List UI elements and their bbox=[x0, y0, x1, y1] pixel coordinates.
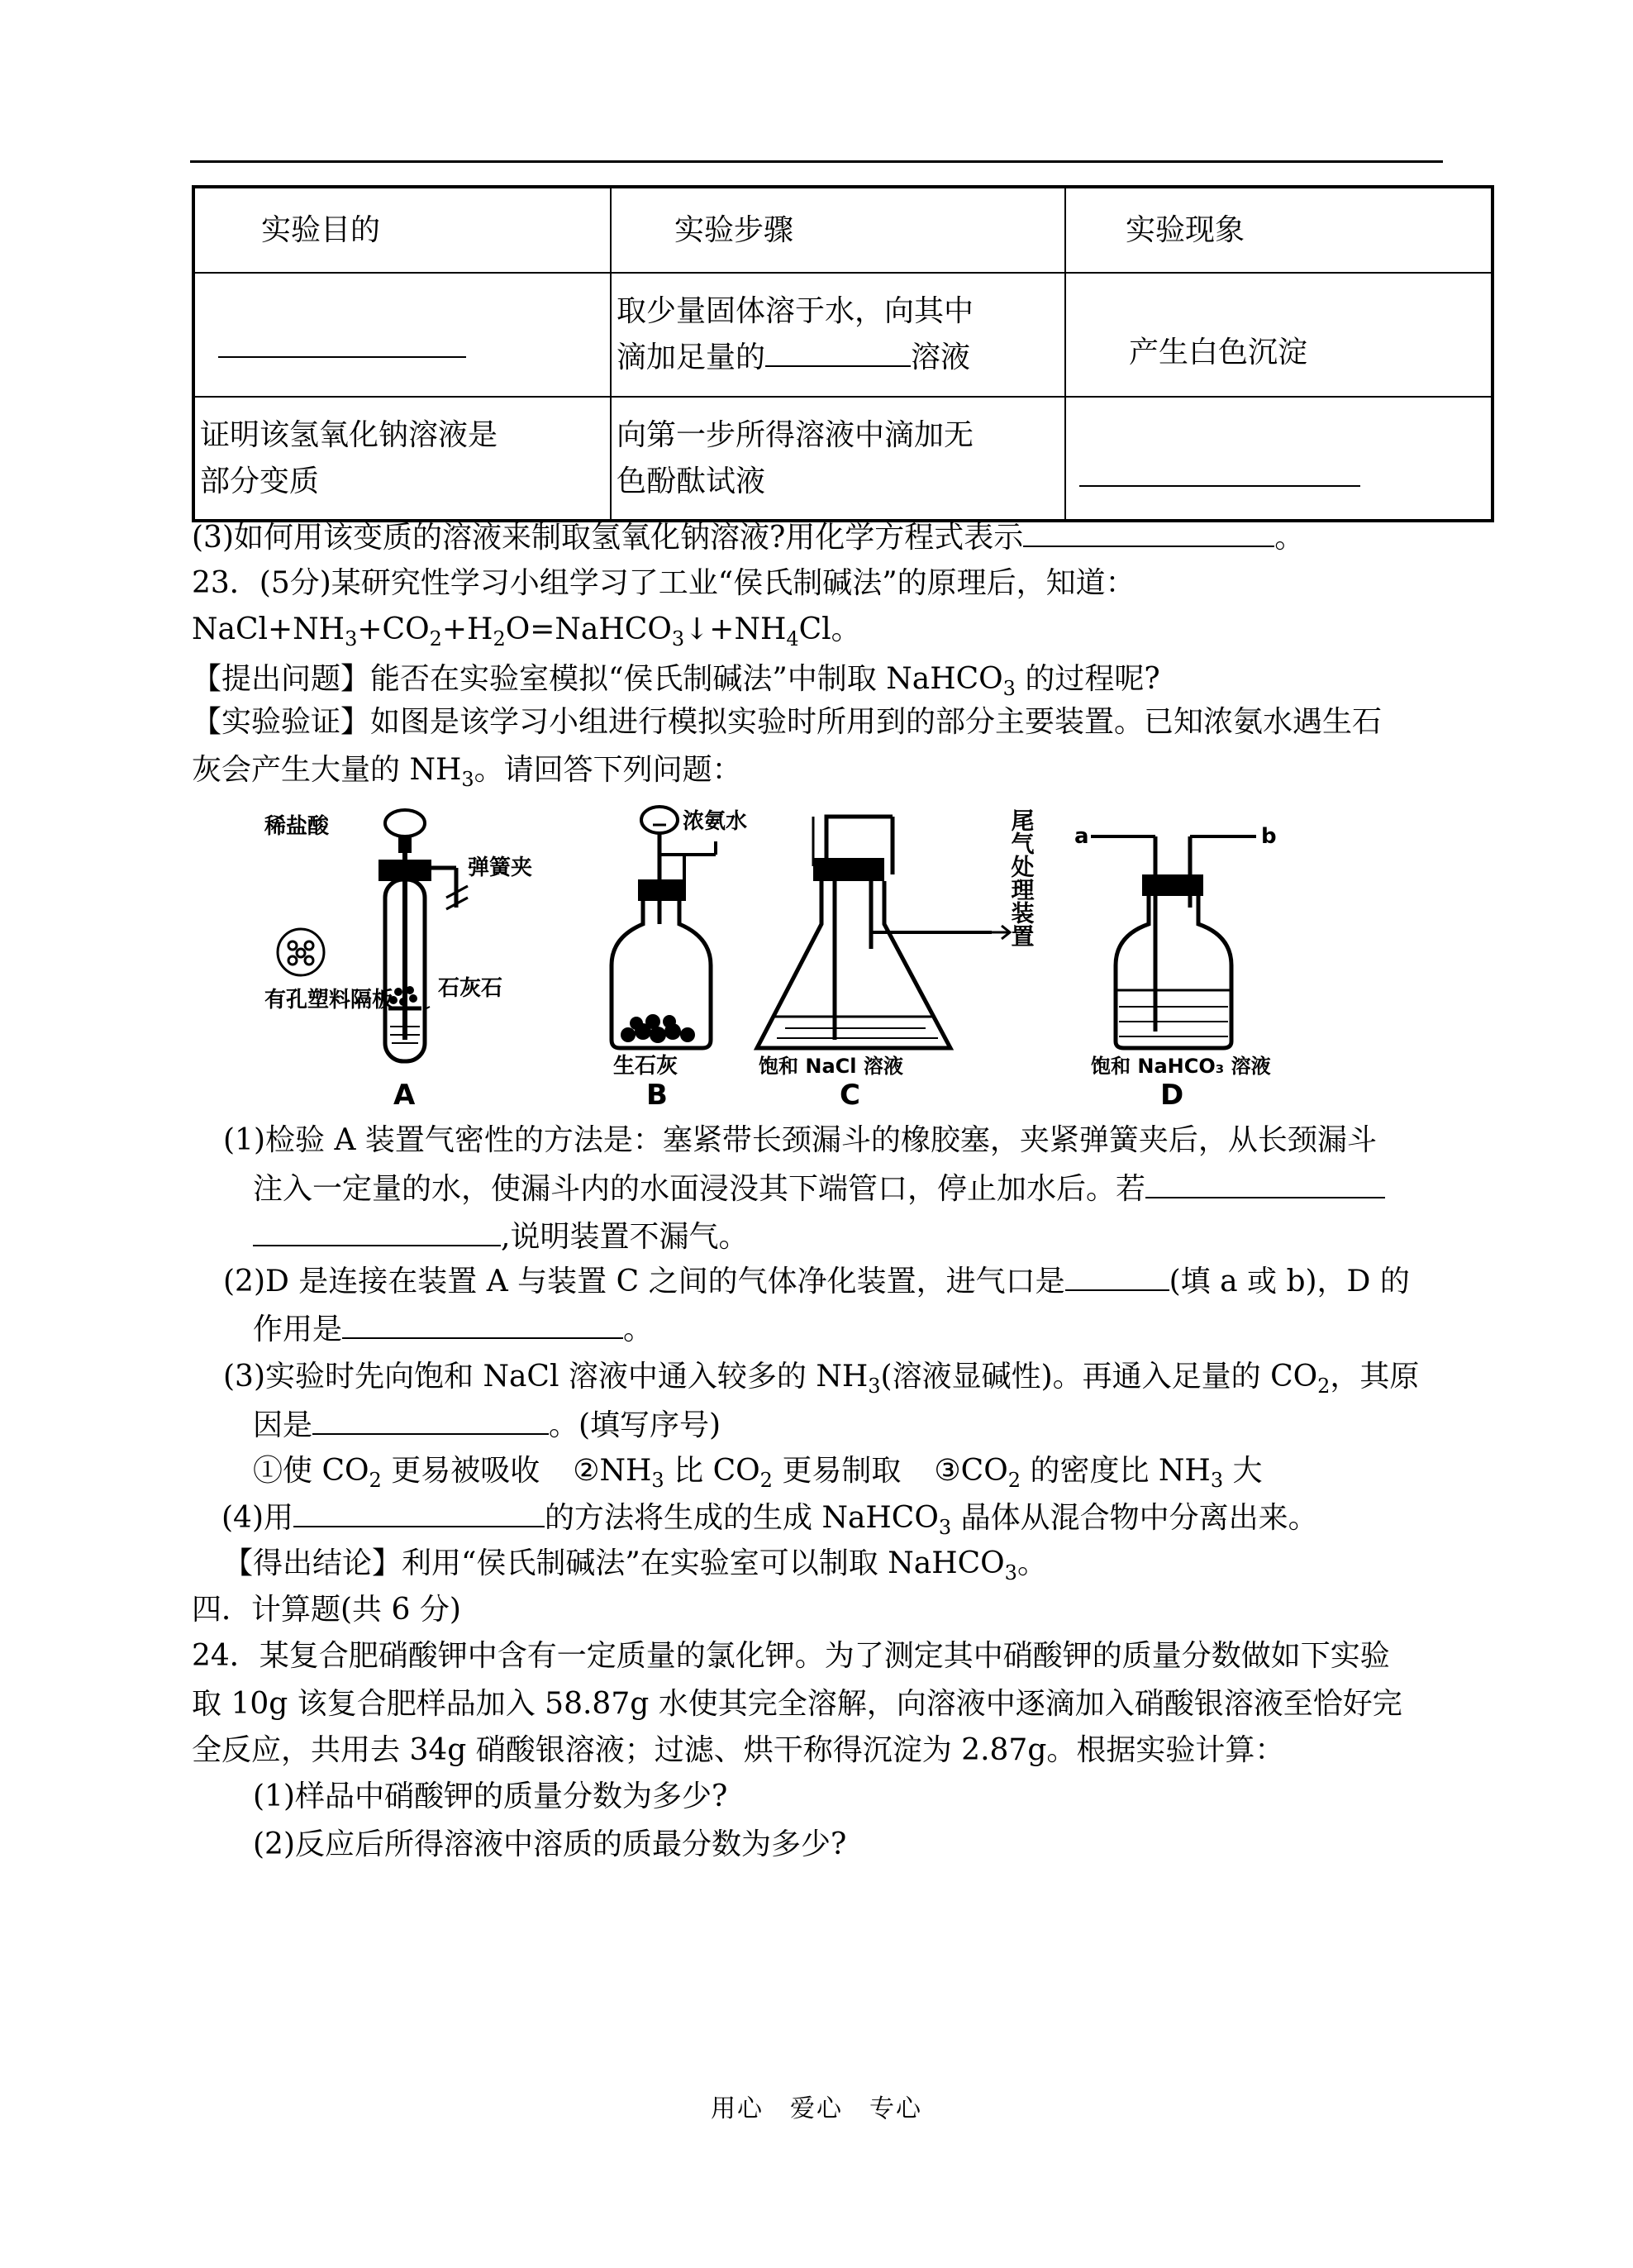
q24-sub-1: (1)样品中硝酸钾的质量分数为多少? bbox=[253, 1780, 728, 1813]
answer-blank[interactable] bbox=[765, 337, 911, 367]
q24-sub-2: (2)反应后所得溶液中溶质的质最分数为多少? bbox=[253, 1827, 847, 1861]
q23-part1-c: ,说明装置不漏气。 bbox=[253, 1217, 748, 1257]
q23-intro: 23．(5分)某研究性学习小组学习了工业“侯氏制碱法”的原理后，知道： bbox=[192, 566, 1135, 600]
step-text: 取少量固体溶于水，向其中 bbox=[617, 294, 974, 328]
label-apparatus-a: A bbox=[393, 1079, 416, 1112]
q24-line-1: 24．某复合肥硝酸钾中含有一定质量的氯化钾。为了测定其中硝酸钾的质量分数做如下实验 bbox=[192, 1639, 1390, 1673]
q23-conclusion: 【得出结论】利用“侯氏制碱法”在实验室可以制取 NaHCO$_3$。 bbox=[223, 1546, 1047, 1584]
step-text-2: 滴加足量的 溶液 bbox=[617, 335, 1059, 381]
table-header-row bbox=[193, 187, 1493, 273]
table-cell-step bbox=[611, 273, 1065, 397]
q23-part3-a: (3)实验时先向饱和 NaCl 溶液中通入较多的 $NH_3$(溶液显碱性)。再通入足量的 $CO_2$，其原 bbox=[223, 1360, 1420, 1398]
answer-blank[interactable] bbox=[1079, 457, 1360, 487]
q23-verify-1: 【实验验证】如图是该学习小组进行模拟实验时所用到的部分主要装置。已知浓氨水遇生石 bbox=[192, 705, 1383, 739]
answer-blank[interactable] bbox=[253, 1217, 501, 1246]
table-header-phenomenon: 实验现象 bbox=[1065, 187, 1493, 273]
table-row bbox=[193, 273, 1493, 397]
answer-blank[interactable] bbox=[1145, 1169, 1385, 1198]
header-rule bbox=[190, 160, 1443, 163]
apparatus-figure bbox=[264, 800, 1388, 1114]
q22-part3: (3)如何用该变质的溶液来制取氢氧化钠溶液?用化学方程式表示 。 bbox=[192, 517, 1304, 558]
table-cell-purpose bbox=[193, 273, 611, 397]
table-row bbox=[193, 397, 1493, 521]
section-4-title: 四．计算题(共 6 分) bbox=[192, 1593, 461, 1627]
experiment-table bbox=[192, 185, 1494, 522]
q24-line-2: 取 10g 该复合肥样品加入 58.87g 水使其完全溶解，向溶液中逐滴加入硝酸银溶液至恰好完 bbox=[192, 1687, 1402, 1721]
label-limestone: 石灰石 bbox=[438, 976, 503, 1001]
label-porous-plate: 有孔塑料隔板 bbox=[264, 988, 394, 1012]
label-apparatus-b: B bbox=[646, 1079, 668, 1112]
q23-question: 【提出问题】能否在实验室模拟“侯氏制碱法”中制取 NaHCO$_3$ 的过程呢? bbox=[192, 662, 1160, 700]
q23-part2-a: (2)D 是连接在装置 A 与装置 C 之间的气体净化装置，进气口是 (填 a 或 b)，D 的 bbox=[223, 1261, 1410, 1302]
q23-part3-options: ①使 $CO_2$ 更易被吸收 $②NH_3$ 比 $CO_2$ 更易制取 $③CO_2$ 的密度比 $NH_3$ 大 bbox=[253, 1454, 1263, 1492]
label-spring-clip: 弹簧夹 bbox=[468, 855, 533, 880]
label-conc-ammonia: 浓氨水 bbox=[683, 809, 748, 834]
table-cell-phenomenon: 产生白色沉淀 bbox=[1065, 273, 1493, 397]
table-cell-purpose: 证明该氢氧化钠溶液是 部分变质 bbox=[193, 397, 611, 521]
label-quicklime: 生石灰 bbox=[613, 1054, 678, 1079]
label-inlet-b: b bbox=[1261, 824, 1277, 849]
q23-part2-b: 作用是 。 bbox=[253, 1309, 653, 1350]
table-cell-phenomenon bbox=[1065, 397, 1493, 521]
apparatus-b bbox=[612, 807, 747, 1112]
q24-line-3: 全反应，共用去 34g 硝酸银溶液；过滤、烘干称得沉淀为 2.87g。根据实验计算： bbox=[192, 1733, 1285, 1767]
answer-blank[interactable] bbox=[293, 1498, 545, 1527]
label-apparatus-d: D bbox=[1160, 1079, 1184, 1112]
label-tail-gas-device: 尾气处理装置 bbox=[1007, 808, 1036, 947]
answer-blank[interactable] bbox=[312, 1405, 549, 1435]
answer-blank[interactable] bbox=[218, 328, 466, 358]
q23-equation: $NaCl+NH_3+CO_2+H_2O=NaHCO_3↓+NH_4Cl$。 bbox=[192, 612, 861, 650]
apparatus-a bbox=[264, 810, 532, 1112]
table-header-step: 实验步骤 bbox=[611, 187, 1065, 273]
q23-part1-a: (1)检验 A 装置气密性的方法是：塞紧带长颈漏斗的橡胶塞，夹紧弹簧夹后，从长颈漏斗 bbox=[223, 1123, 1377, 1157]
label-saturated-nacl: 饱和 NaCl 溶液 bbox=[759, 1055, 903, 1078]
label-inlet-a: a bbox=[1074, 824, 1089, 849]
q23-part4: (4)用 的方法将生成的生成 NaHCO$_3$ 晶体从混合物中分离出来。 bbox=[221, 1498, 1318, 1538]
q23-part3-b: 因是 。(填写序号) bbox=[253, 1405, 721, 1446]
page-footer: 用心 爱心 专心 bbox=[711, 2094, 922, 2123]
apparatus-d bbox=[1074, 824, 1277, 1112]
apparatus-c bbox=[757, 808, 1036, 1112]
table-header-purpose: 实验目的 bbox=[193, 187, 611, 273]
q23-verify-2: 灰会产生大量的 $NH_3$。请回答下列问题： bbox=[192, 753, 742, 791]
answer-blank[interactable] bbox=[1023, 517, 1274, 547]
label-saturated-nahco3: 饱和 NaHCO₃ 溶液 bbox=[1091, 1055, 1271, 1078]
label-hydrochloric-acid: 稀盐酸 bbox=[264, 814, 330, 839]
answer-blank[interactable] bbox=[342, 1309, 623, 1339]
label-apparatus-c: C bbox=[840, 1079, 860, 1112]
table-cell-step: 向第一步所得溶液中滴加无 色酚酞试液 bbox=[611, 397, 1065, 521]
q23-part1-b: 注入一定量的水，使漏斗内的水面浸没其下端管口，停止加水后。若 bbox=[253, 1169, 1385, 1209]
answer-blank[interactable] bbox=[1065, 1261, 1169, 1291]
